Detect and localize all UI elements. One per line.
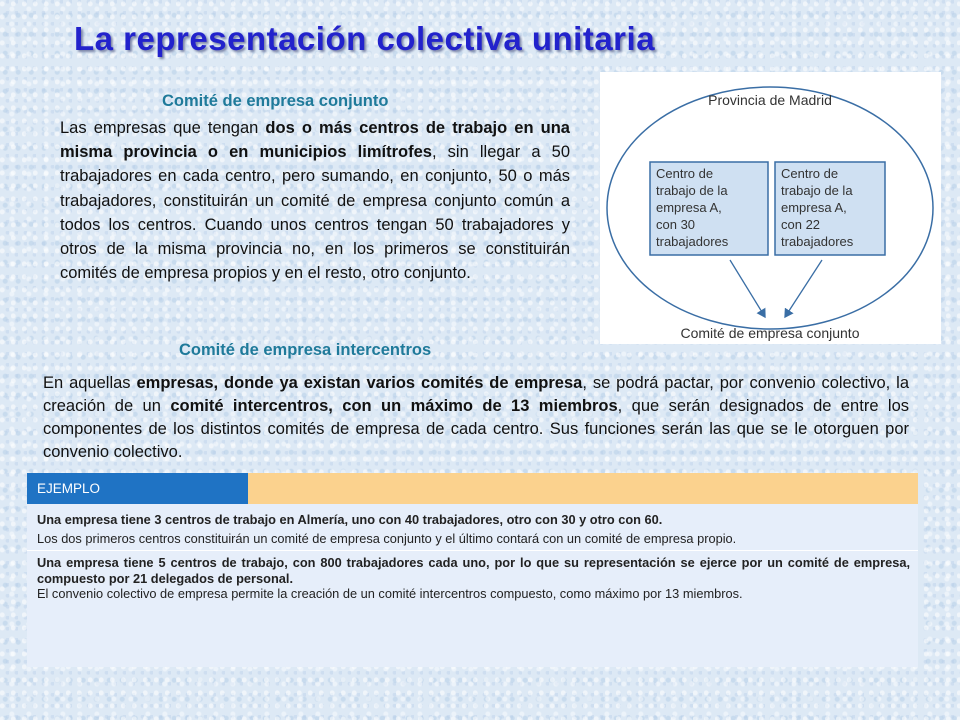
box-a-line: trabajadores: [656, 234, 729, 249]
paragraph-intercentros: [43, 372, 909, 464]
example-case2-answer: El convenio colectivo de empresa permite la creación de un comité intercentros compuesto, como máximo por 13 miembros.: [37, 586, 743, 601]
section-heading-intercentros: Comité de empresa intercentros: [179, 341, 432, 359]
paragraph-text: Las empresas que tengan: [60, 119, 266, 137]
example-case1-question: Una empresa tiene 3 centros de trabajo en Almería, uno con 40 trabajadores, otro con 30 y otro con 60.: [37, 512, 663, 527]
section-heading-conjunto: Comité de empresa conjunto: [162, 92, 389, 110]
result-label: Comité de empresa conjunto: [680, 325, 860, 341]
province-label: Provincia de Madrid: [708, 92, 832, 108]
example-divider: [27, 550, 918, 551]
box-a-line: empresa A,: [656, 200, 722, 215]
paragraph-conjunto: [60, 116, 570, 285]
paragraph-bold-text: comité intercentros, con un máximo de 13 miembros: [170, 397, 618, 415]
example-box: [27, 473, 918, 667]
arrow-b: [785, 260, 822, 317]
box-a-line: con 30: [656, 217, 696, 232]
paragraph-text: , se podrá pactar, por convenio colectivo, la creación de un: [43, 374, 909, 415]
example-label: EJEMPLO: [27, 473, 248, 504]
page-title: La representación colectiva unitaria: [74, 20, 656, 57]
box-b-line: con 22: [781, 217, 821, 232]
paragraph-text: , sin llegar a 50 trabajadores en cada centro, pero sumando, en conjunto, 50 o más trabajadores, constituirán un comité de empresa conjunto común a todos los centros. Cuando unos centros tengan 50 trabajadores y otros de la misma provincia no, en los primeros se constituirán comités de empresa propios y en el resto, otro conjunto.: [60, 143, 571, 283]
example-case1-answer: Los dos primeros centros constituirán un comité de empresa conjunto y el último contará con un comité de empresa propio.: [37, 530, 737, 546]
paragraph-bold-text: dos o más centros de trabajo en una misma provincia o en municipios limítrofes: [60, 119, 570, 162]
example-case2-question: Una empresa tiene 5 centros de trabajo, con 800 trabajadores cada uno, por lo que su representación se ejerce por un comité de empresa, compuesto por 21 delegados de personal.: [37, 555, 910, 586]
box-b-line: Centro de: [781, 166, 839, 181]
box-a-line: Centro de: [656, 166, 714, 181]
paragraph-text: En aquellas: [43, 374, 137, 392]
example-header-bar: [248, 473, 918, 504]
diagram-provincia: [600, 72, 941, 344]
box-b-line: trabajo de la: [781, 183, 853, 198]
paragraph-text: , que serán designados de entre los componentes de los distintos comités de empresa de cada centro. Sus funciones serán las que se le otorguen por convenio colectivo.: [43, 397, 910, 461]
box-b-line: trabajadores: [781, 234, 854, 249]
example-body: [27, 504, 918, 602]
box-a-line: trabajo de la: [656, 183, 728, 198]
example-header: [27, 473, 918, 504]
arrow-a: [730, 260, 765, 317]
box-b-line: empresa A,: [781, 200, 847, 215]
paragraph-bold-text: empresas, donde ya existan varios comités de empresa: [136, 374, 583, 392]
